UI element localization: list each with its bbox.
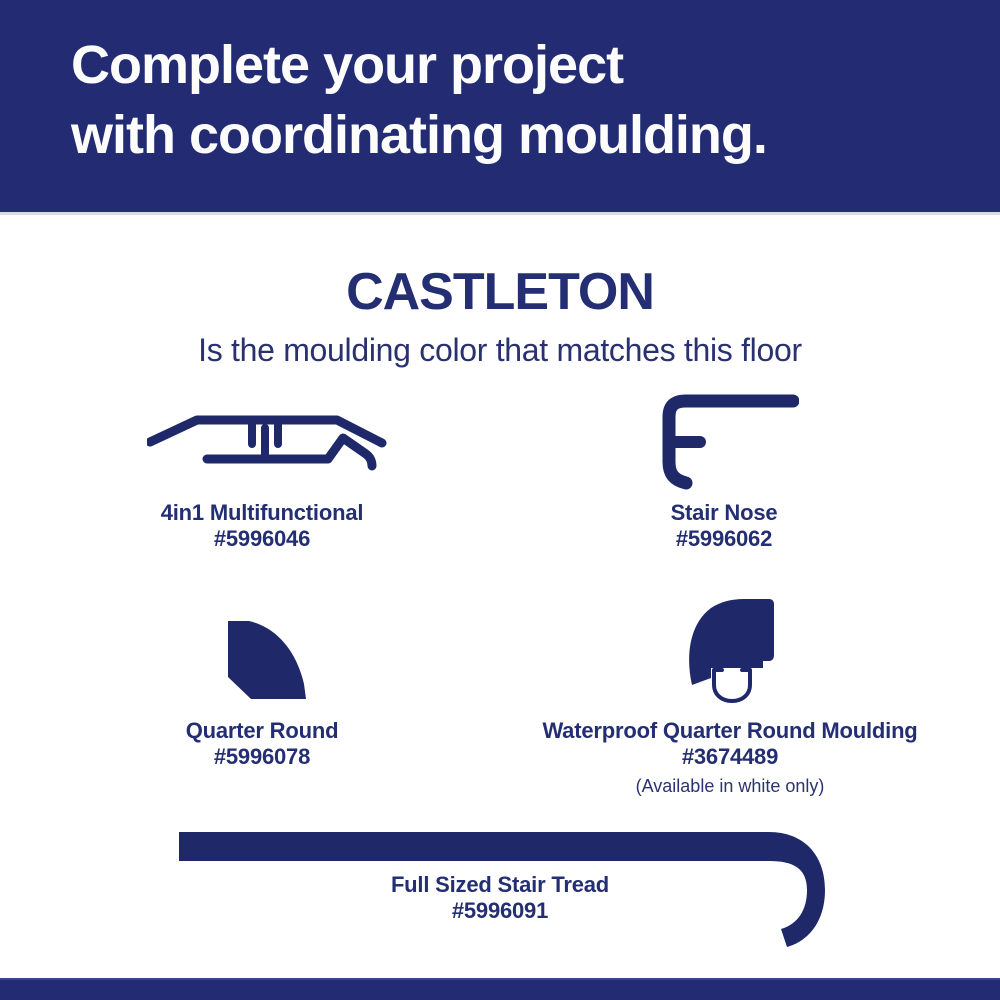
moulding-name: Stair Nose bbox=[670, 500, 778, 525]
moulding-name: Quarter Round bbox=[185, 718, 339, 743]
moulding-sku: #5996046 bbox=[213, 526, 311, 551]
moulding-sku: #5996078 bbox=[213, 744, 311, 769]
moulding-name: Waterproof Quarter Round Moulding bbox=[542, 718, 918, 743]
banner-headline bbox=[71, 30, 767, 170]
moulding-availability-note: (Available in white only) bbox=[635, 776, 825, 796]
moulding-color-name: CASTLETON bbox=[346, 263, 654, 321]
moulding-label-4in1 bbox=[62, 500, 462, 552]
moulding-sku: #3674489 bbox=[681, 744, 779, 769]
stair-nose-profile-icon bbox=[659, 389, 799, 493]
moulding-label-quarter-round bbox=[62, 718, 462, 770]
quarter-round-profile-icon bbox=[226, 620, 308, 700]
waterproof-quarter-round-profile-icon bbox=[683, 596, 777, 706]
banner-headline-line2: with coordinating moulding. bbox=[71, 105, 767, 165]
moulding-label-stair-nose bbox=[524, 500, 924, 552]
bottom-accent-bar bbox=[0, 978, 1000, 1000]
moulding-sku: #5996091 bbox=[451, 898, 549, 923]
moulding-label-waterproof-quarter-round bbox=[530, 718, 930, 770]
moulding-label-stair-tread bbox=[300, 872, 700, 924]
banner bbox=[0, 0, 1000, 215]
moulding-color-subtitle: Is the moulding color that matches this floor bbox=[198, 332, 802, 368]
moulding-name: Full Sized Stair Tread bbox=[390, 872, 610, 897]
moulding-name: 4in1 Multifunctional bbox=[160, 500, 364, 525]
4in1-multifunctional-profile-icon bbox=[147, 413, 387, 473]
banner-headline-line1: Complete your project bbox=[71, 35, 624, 95]
moulding-sku: #5996062 bbox=[675, 526, 773, 551]
